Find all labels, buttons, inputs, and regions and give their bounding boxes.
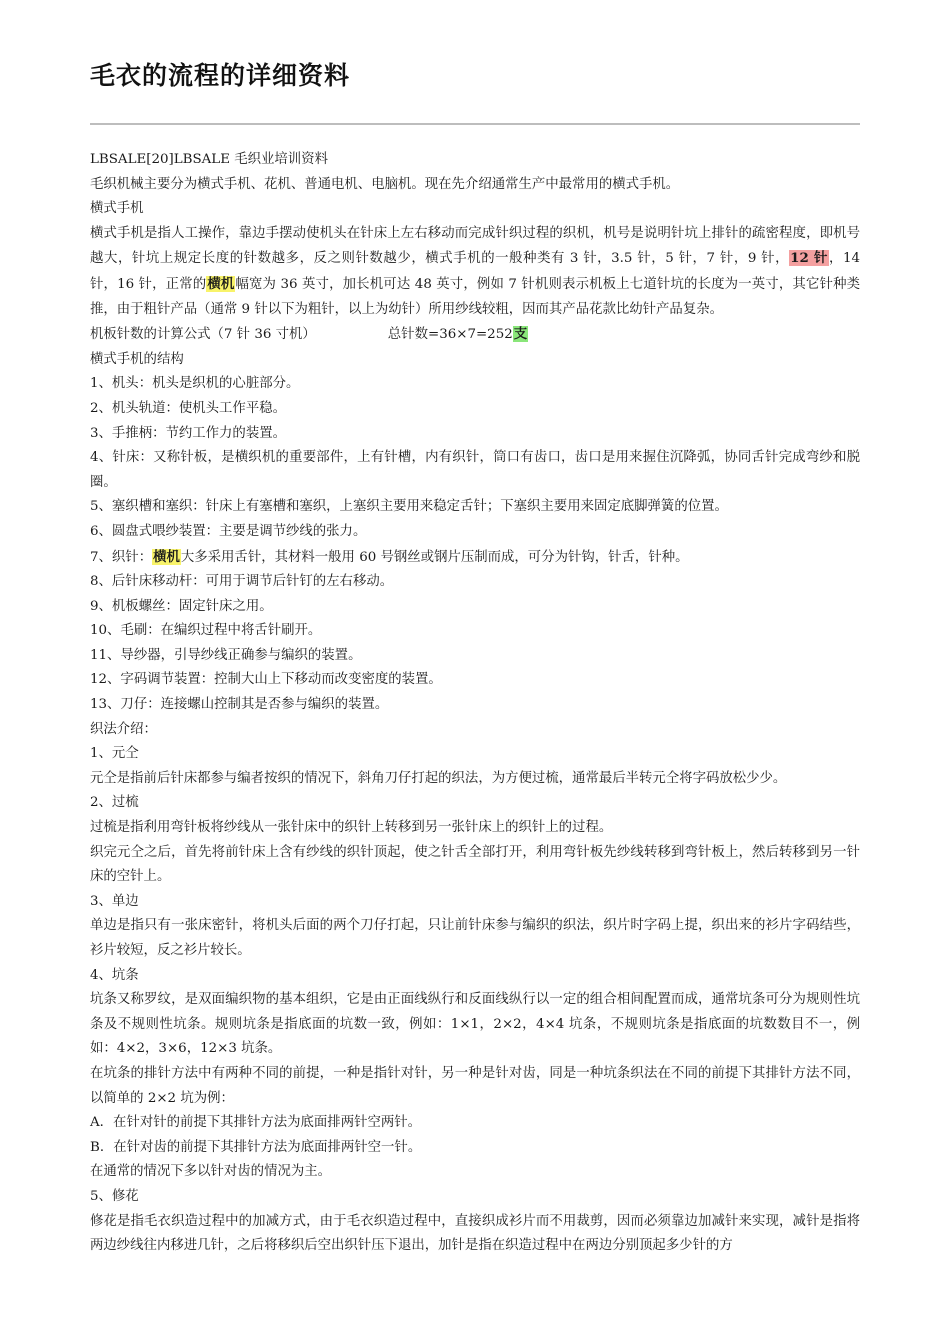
paragraph: 织完元仝之后，首先将前针床上含有纱线的织针顶起，使之针舌全部打开，利用弯针板先纱线转移到弯针板上，然后转移到另一针床的空针上。 xyxy=(90,844,860,885)
section-heading: 横式手机 xyxy=(90,201,144,217)
list-item: 8、后针床移动杆：可用于调节后针钉的左右移动。 xyxy=(90,574,394,590)
text-run: 横式手机是指人工操作，靠边手摆动使机头在针床上左右移动而完成针织过程的织机，机号是说明针坑上排针的疏密程度，即机号越大，针坑上规定长度的针数越多，反之则针数越少，横式手机的一般种类有 3 针，3.5 针，5 针，7 针，9 针， xyxy=(90,225,860,267)
list-item: 10、毛刷：在编织过程中将舌针刷开。 xyxy=(90,623,322,639)
highlight-red: 12 针 xyxy=(790,250,828,267)
paragraph: 在坑条的排针方法中有两种不同的前提，一种是指针对针，另一种是针对齿，同是一种坑条织法在不同的前提下其排针方法不同，以简单的 2×2 坑为例： xyxy=(90,1065,860,1106)
list-item: 5、塞织槽和塞织：针床上有塞槽和塞织，上塞织主要用来稳定舌针；下塞织主要用来固定底脚弹簧的位置。 xyxy=(90,499,728,515)
highlight-yellow: 横机 xyxy=(153,548,180,565)
formula-expression: 总针数=36×7=252 xyxy=(387,327,513,343)
subheading: 5、修花 xyxy=(90,1188,139,1204)
list-item: A．在针对针的前提下其排针方法为底面排两针空两针。 xyxy=(90,1115,422,1131)
list-item: 3、手推柄：节约工作力的装置。 xyxy=(90,425,286,441)
list-item: B．在针对齿的前提下其排针方法为底面排两针空一针。 xyxy=(90,1139,422,1155)
title-divider xyxy=(90,123,860,125)
subheading: 4、坑条 xyxy=(90,967,139,983)
subheading: 1、元仝 xyxy=(90,746,139,762)
paragraph: 元仝是指前后针床都参与编者按织的情况下，斜角刀仔打起的织法，为方便过梳，通常最后半转元仝将字码放松少少。 xyxy=(90,770,787,786)
list-item: 4、针床：又称针板，是横织机的重要部件，上有针槽，内有织针，筒口有齿口，齿口是用来握住沉降弧，协同舌针完成弯纱和脱圈。 xyxy=(90,450,860,490)
document-body xyxy=(90,148,860,1259)
page-title: 毛衣的流程的详细资料 xyxy=(90,61,351,90)
paragraph: 在通常的情况下多以针对齿的情况为主。 xyxy=(90,1164,332,1180)
paragraph: 过梳是指利用弯针板将纱线从一张针床中的织针上转移到另一张针床上的织针上的过程。 xyxy=(90,820,613,836)
highlight-green: 支 xyxy=(513,326,528,343)
paragraph: 单边是指只有一张床密针，将机头后面的两个刀仔打起，只让前针床参与编织的织法，织片时字码上提，织出来的衫片字码结些，衫片较短，反之衫片较长。 xyxy=(90,918,860,958)
list-item: 11、导纱器，引导纱线正确参与编织的装置。 xyxy=(90,647,362,663)
text-run: 幅宽为 36 英寸，加长机可达 48 英寸，例如 7 针机则表示机板上七道针坑的长度为一英寸，其它针种类推，由于粗针产品（通常 9 针以下为粗针，以上为幼针）所用纱线较粗，因而其产品花款比幼针产品复杂。 xyxy=(90,276,861,317)
text-run: 大多采用舌针，其材料一般用 60 号钢丝或钢片压制而成，可分为针钩，针舌，针种。 xyxy=(180,549,689,565)
list-item: 1、机头：机头是织机的心脏部分。 xyxy=(90,376,300,392)
formula-label: 机板针数的计算公式（7 针 36 寸机） xyxy=(90,327,316,343)
formula-line xyxy=(90,322,860,348)
list-item xyxy=(90,545,860,571)
paragraph: 坑条又称罗纹，是双面编织物的基本组织，它是由正面线纵行和反面线纵行以一定的组合相间配置而成，通常坑条可分为规则性坑条及不规则性坑条。规则坑条是指底面的坑数一致，例如：1×1，2×2，4×4 坑条，不规则坑条是指底面的坑数数目不一，例如：4×2，3×6，12×3 坑条。 xyxy=(90,992,860,1057)
list-item: 6、圆盘式喂纱装置：主要是调节纱线的张力。 xyxy=(90,523,367,539)
text-run: 7、织针： xyxy=(90,549,153,565)
source-line: LBSALE[20]LBSALE 毛织业培训资料 xyxy=(90,152,328,167)
list-item: 12、字码调节装置：控制大山上下移动而改变密度的装置。 xyxy=(90,672,442,688)
section-heading: 织法介绍： xyxy=(90,721,157,737)
list-item: 9、机板螺丝：固定针床之用。 xyxy=(90,598,273,614)
subheading: 3、单边 xyxy=(90,893,139,909)
list-item: 2、机头轨道：使机头工作平稳。 xyxy=(90,400,286,416)
intro-paragraph: 毛织机械主要分为横式手机、花机、普通电机、电脑机。现在先介绍通常生产中最常用的横式手机。 xyxy=(90,176,680,192)
paragraph-hand-machine xyxy=(90,222,860,322)
text-run: ，14 针，16 针，正常的 xyxy=(90,251,860,292)
list-item: 13、刀仔：连接螺山控制其是否参与编织的装置。 xyxy=(90,697,389,713)
paragraph: 修花是指毛衣织造过程中的加减方式，由于毛衣织造过程中，直接织成衫片而不用裁剪，因而必须靠边加减针来实现，减针是指将两边纱线往内移进几针，之后将移织后空出织针压下退出，加针是指在织造过程中在两边分别顶起多少针的方 xyxy=(90,1213,860,1254)
highlight-yellow: 横机 xyxy=(207,275,235,292)
section-heading: 横式手机的结构 xyxy=(90,351,184,367)
subheading: 2、过梳 xyxy=(90,795,139,811)
